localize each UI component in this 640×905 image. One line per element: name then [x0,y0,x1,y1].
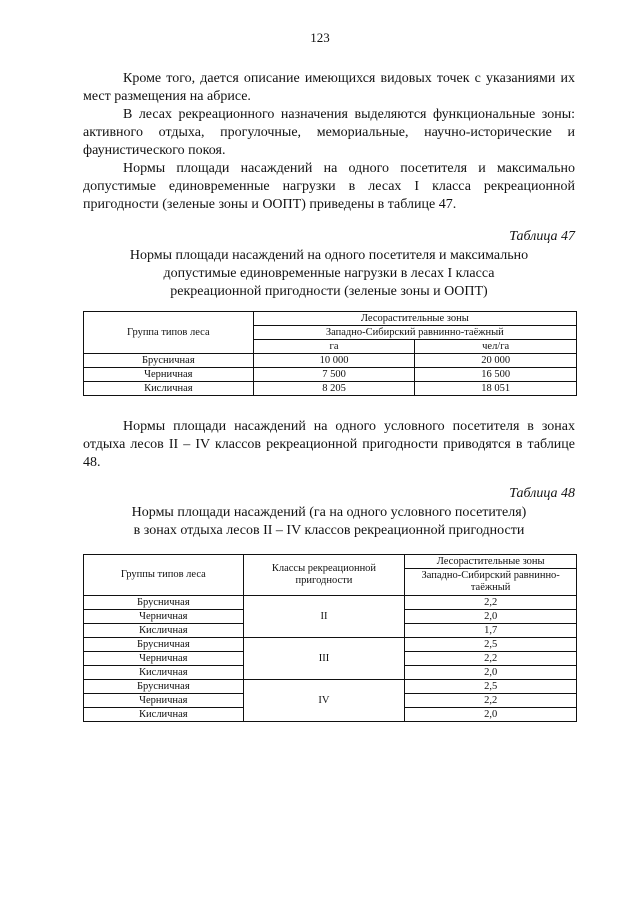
table47-title-line: допустимые единовременные нагрузки в лесах I класса [163,266,495,281]
table48-cell-class: II [243,596,405,638]
table47-col-zone-name: Западно-Сибирский равнинно-таёжный [253,326,576,340]
table48 [83,554,577,722]
table48-cell-value: 2,0 [405,666,577,680]
table-row [84,638,577,652]
table48-cell-group: Черничная [84,652,244,666]
table48-intro [83,418,575,472]
table47-title [83,247,575,301]
table48-cell-group: Черничная [84,610,244,624]
intro-text [83,70,575,214]
table48-title-line: в зонах отдыха лесов II – IV классов рекреационной пригодности [133,523,525,538]
table47-cell-people-ha: 16 500 [415,368,577,382]
table47-cell-people-ha: 20 000 [415,354,577,368]
table47-header-row [84,312,577,326]
table48-cell-group: Кисличная [84,624,244,638]
table47-title-line: рекреационной пригодности (зеленые зоны и ООПТ) [170,284,488,299]
table48-caption: Таблица 48 [509,486,575,501]
paragraph-table48-ref: Нормы площади насаждений на одного условного посетителя в зонах отдыха лесов II – IV классов рекреационной пригодности приводятся в таблице 48. [83,419,575,470]
table48-cell-value: 2,0 [405,708,577,722]
table48-title [83,504,575,540]
table48-cell-group: Брусничная [84,596,244,610]
table47 [83,311,577,396]
table47-title-line: Нормы площади насаждений на одного посетителя и максимально [129,248,529,263]
table-row [84,354,577,368]
table48-title-line: Нормы площади насаждений (га на одного условного посетителя) [131,505,527,520]
table47-cell-ha: 10 000 [253,354,415,368]
table-row [84,382,577,396]
table47-col-ha: га [253,340,415,354]
table48-cell-value: 2,0 [405,610,577,624]
table47-col-group: Группа типов леса [84,312,254,354]
table48-cell-value: 2,5 [405,680,577,694]
paragraph-functional-zones: В лесах рекреационного назначения выделяются функциональные зоны: активного отдыха, прогулочные, мемориальные, научно-исторические и фаунистического покоя. [83,107,575,158]
table47-cell-ha: 8 205 [253,382,415,396]
table-row [84,368,577,382]
table48-cell-value: 2,2 [405,652,577,666]
table48-header-row [84,555,577,569]
table47-col-people-ha: чел/га [415,340,577,354]
table47-cell-group: Черничная [84,368,254,382]
table48-cell-group: Кисличная [84,666,244,680]
table47-col-zones: Лесорастительные зоны [253,312,576,326]
table-row [84,680,577,694]
table47-cell-group: Брусничная [84,354,254,368]
table48-cell-group: Брусничная [84,638,244,652]
table47-caption: Таблица 47 [509,229,575,244]
table48-cell-group: Брусничная [84,680,244,694]
table48-cell-value: 2,5 [405,638,577,652]
table48-cell-group: Черничная [84,694,244,708]
table48-cell-value: 2,2 [405,694,577,708]
table48-cell-group: Кисличная [84,708,244,722]
table47-cell-ha: 7 500 [253,368,415,382]
table-row [84,596,577,610]
table48-col-classes: Классы рекреационной пригодности [243,555,405,596]
table48-cell-value: 1,7 [405,624,577,638]
table48-col-groups: Группы типов леса [84,555,244,596]
table47-cell-group: Кисличная [84,382,254,396]
table48-cell-value: 2,2 [405,596,577,610]
page-number: 123 [310,30,330,45]
paragraph-viewpoints: Кроме того, дается описание имеющихся видовых точек с указаниями их мест размещения на абрисе. [83,71,575,104]
paragraph-table47-ref: Нормы площади насаждений на одного посетителя и максимально допустимые единовременные нагрузки в лесах I класса рекреационной пригодности (зеленые зоны и ООПТ) приведены в таблице 47. [83,161,575,212]
table48-cell-class: IV [243,680,405,722]
table48-col-zones: Лесорастительные зоны [405,555,577,569]
table47-cell-people-ha: 18 051 [415,382,577,396]
table48-col-zone-name: Западно-Сибирский равнинно-таёжный [405,569,577,596]
table48-cell-class: III [243,638,405,680]
